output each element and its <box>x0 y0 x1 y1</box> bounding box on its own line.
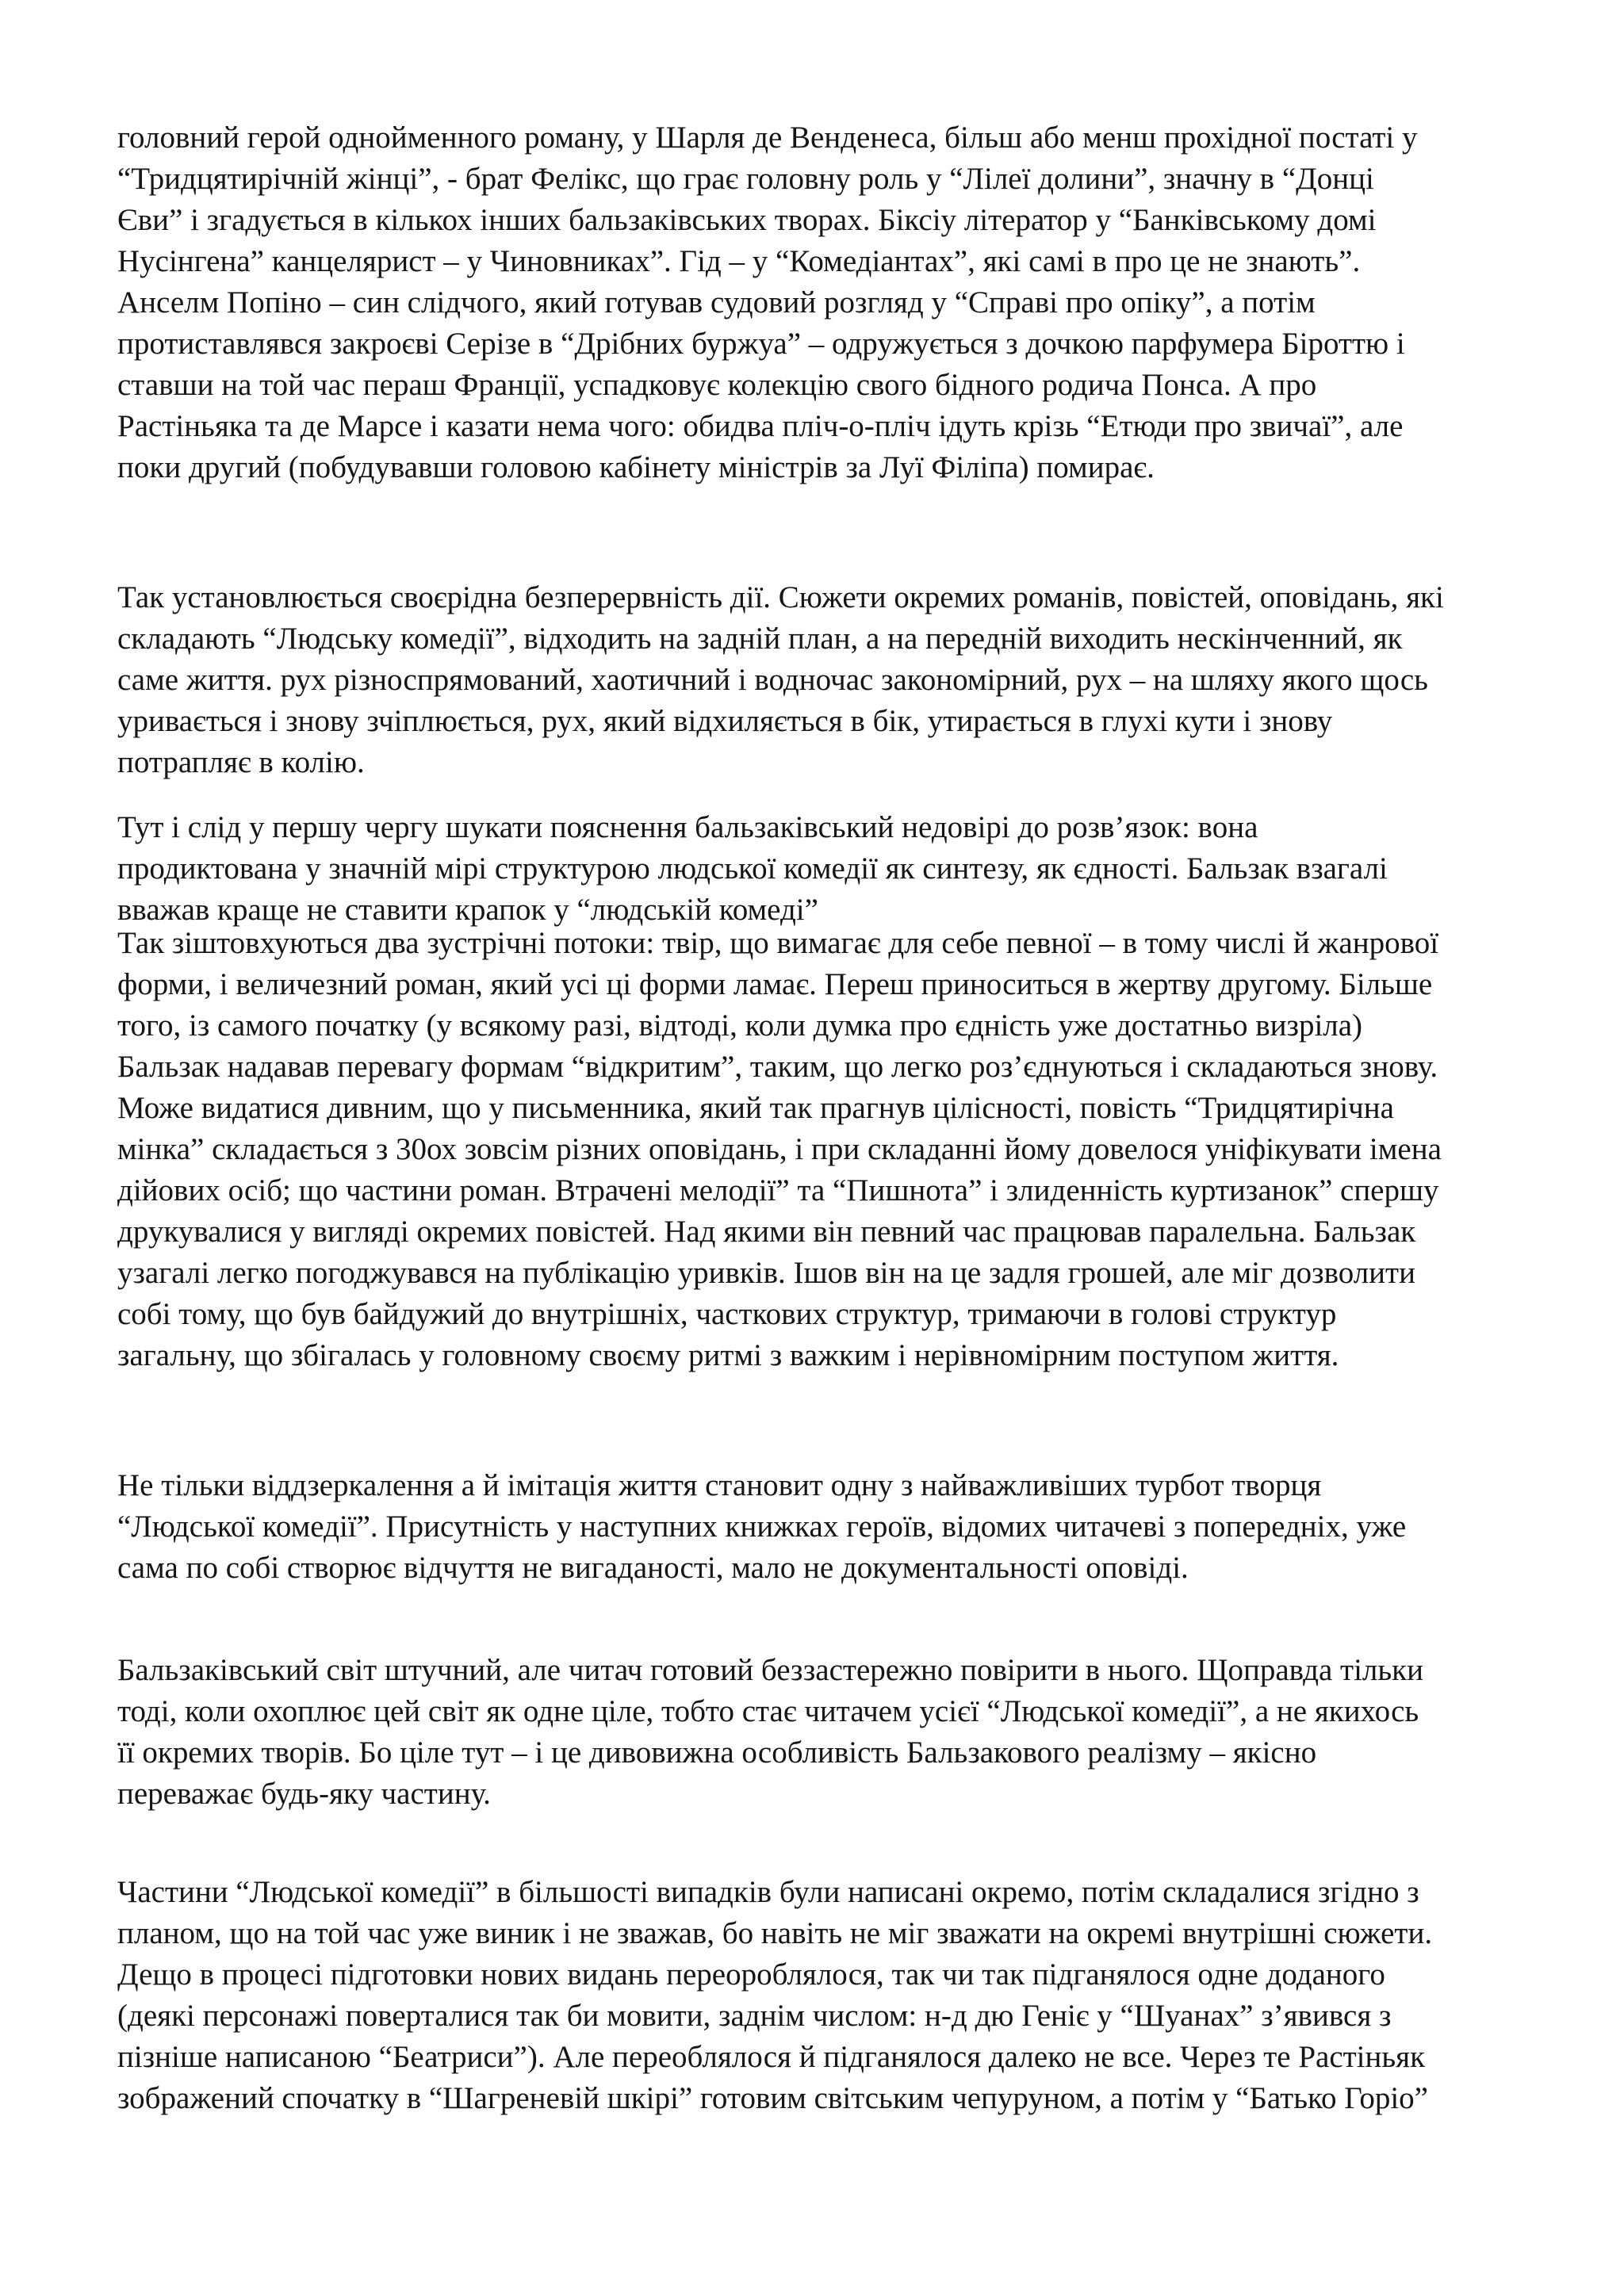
text-line: потрапляє в колію. <box>117 745 365 779</box>
text-line: планом, що на той час уже виник і не зважав, бо навіть не міг зважати на окремі внутрішні сюжети. <box>117 1916 1433 1950</box>
text-line: друкувалися у вигляді окремих повістей. Над якими він певний час працював паралельна. Бальзак <box>117 1215 1416 1249</box>
text-line: форми, і величезний роман, який усі ці форми ламає. Переш приноситься в жертву другому. Більше <box>117 967 1433 1001</box>
text-line: Нусінгена” канцелярист – у Чиновниках”. Гід – у “Комедіантах”, які самі в про це не знають”. <box>117 244 1361 278</box>
text-line: головний герой однойменного роману, у Шарля де Венденеса, більш або менш прохідної постаті у <box>117 121 1418 155</box>
text-line: того, із самого початку (у всякому разі, відтоді, коли думка про єдність уже достатньо визріла) <box>117 1008 1363 1043</box>
text-line: Не тільки віддзеркалення а й імітація життя становит одну з найважливіших турбот творця <box>117 1468 1322 1502</box>
text-line: переважає будь-яку частину. <box>117 1777 491 1811</box>
paragraph-5 <box>117 1465 1545 1589</box>
text-line: Дещо в процесі підготовки нових видань переороблялося, так чи так підганялося одне доданого <box>117 1957 1385 1992</box>
paragraph-2 <box>117 577 1545 783</box>
text-line: (деякі персонажі поверталися так би мовити, заднім числом: н-д дю Геніє у “Шуанах” з’явився з <box>117 1999 1392 2033</box>
paragraph-6 <box>117 1650 1545 1815</box>
text-line: Частини “Людської комедії” в більшості випадків були написані окремо, потім складалися згідно з <box>117 1875 1419 1909</box>
text-line: уривається і знову зчіплюється, рух, який відхиляється в бік, утирається в глухі кути і знову <box>117 704 1333 738</box>
text-line: складають “Людську комедії”, відходить на задній план, а на передній виходить нескінченний, як <box>117 622 1403 656</box>
text-line: Бальзаківський світ штучний, але читач готовий беззастережно повірити в нього. Щоправда тільки <box>117 1653 1423 1687</box>
text-line: узагалі легко погоджувався на публікацію уривків. Ішов він на це задля грошей, але міг дозволити <box>117 1256 1415 1290</box>
text-line: протиставлявся закроєві Серізе в “Дрібних буржуа” – одружується з дочкою парфумера Біроттю і <box>117 327 1405 361</box>
paragraph-4 <box>117 923 1545 1376</box>
text-line: загальну, що збігалась у головному своєму ритмі з важким і нерівномірним поступом життя. <box>117 1338 1339 1372</box>
text-line: Анселм Попіно – син слідчого, який готував судовий розгляд у “Справі про опіку”, а потім <box>117 285 1316 320</box>
text-line: поки другий (побудувавши головою кабінету міністрів за Луї Філіпа) помирає. <box>117 450 1155 484</box>
text-line: її окремих творів. Бо ціле тут – і це дивовижна особливість Бальзакового реалізму – якісно <box>117 1735 1317 1770</box>
paragraph-3 <box>117 807 1545 931</box>
text-line: Бальзак надавав перевагу формам “відкритим”, таким, що легко роз’єднуються і складаються знову. <box>117 1050 1438 1084</box>
paragraph-1 <box>117 117 1545 488</box>
text-line: “Людської комедії”. Присутність у наступних книжках героїв, відомих читачеві з попередніх, уже <box>117 1510 1407 1544</box>
text-line: собі тому, що був байдужий до внутрішніх, часткових структур, тримаючи в голові структур <box>117 1297 1337 1331</box>
paragraph-7 <box>117 1872 1545 2119</box>
text-line: Тут і слід у першу чергу шукати пояснення бальзаківський недовірі до розв’язок: вона <box>117 810 1258 844</box>
text-line: вважав краще не ставити крапок у “людській комеді” <box>117 893 818 927</box>
text-line: Так зіштовхуються два зустрічні потоки: твір, що вимагає для себе певної – в тому числі й жанрової <box>117 926 1439 960</box>
text-line: продиктована у значній мірі структурою людської комедії як синтезу, як єдності. Бальзак взагалі <box>117 851 1388 886</box>
text-line: Так установлюється своєрідна безперервність дії. Сюжети окремих романів, повістей, оповідань, які <box>117 580 1444 614</box>
text-line: “Тридцятирічній жінці”, - брат Фелікс, що грає головну роль у “Лілеї долини”, значну в “Донці <box>117 162 1374 196</box>
text-line: саме життя. рух різноспрямований, хаотичний і водночас закономірний, рух – на шляху якого щось <box>117 663 1428 697</box>
text-line: пізніше написаною “Беатриси”). Але переоблялося й підганялося далеко не все. Через те Растіньяк <box>117 2040 1426 2074</box>
text-line: тоді, коли охоплює цей світ як одне ціле, тобто стає читачем усієї “Людської комедії”, а не якихось <box>117 1694 1419 1728</box>
text-line: Може видатися дивним, що у письменника, який так прагнув цілісності, повість “Тридцятирічна <box>117 1091 1394 1125</box>
text-line: сама по собі створює відчуття не вигаданості, мало не документальності оповіді. <box>117 1551 1189 1585</box>
text-line: зображений спочатку в “Шагреневій шкірі” готовим світським чепуруном, а потім у “Батько Горіо” <box>117 2081 1428 2115</box>
text-line: ставши на той час пераш Франції, успадковує колекцію свого бідного родича Понса. А про <box>117 368 1317 402</box>
text-line: Єви” і згадується в кількох інших бальзаківських творах. Біксіу літератор у “Банківському домі <box>117 203 1377 237</box>
text-line: мінка” складається з 30ох зовсім різних оповідань, і при складанні йому довелося уніфікувати імена <box>117 1132 1442 1166</box>
text-line: Растіньяка та де Марсе і казати нема чого: обидва пліч-о-пліч ідуть крізь “Етюди про звичаї”, але <box>117 409 1404 443</box>
text-line: дійових осіб; що частини роман. Втрачені мелодії” та “Пишнота” і злиденність куртизанок” спершу <box>117 1173 1439 1207</box>
